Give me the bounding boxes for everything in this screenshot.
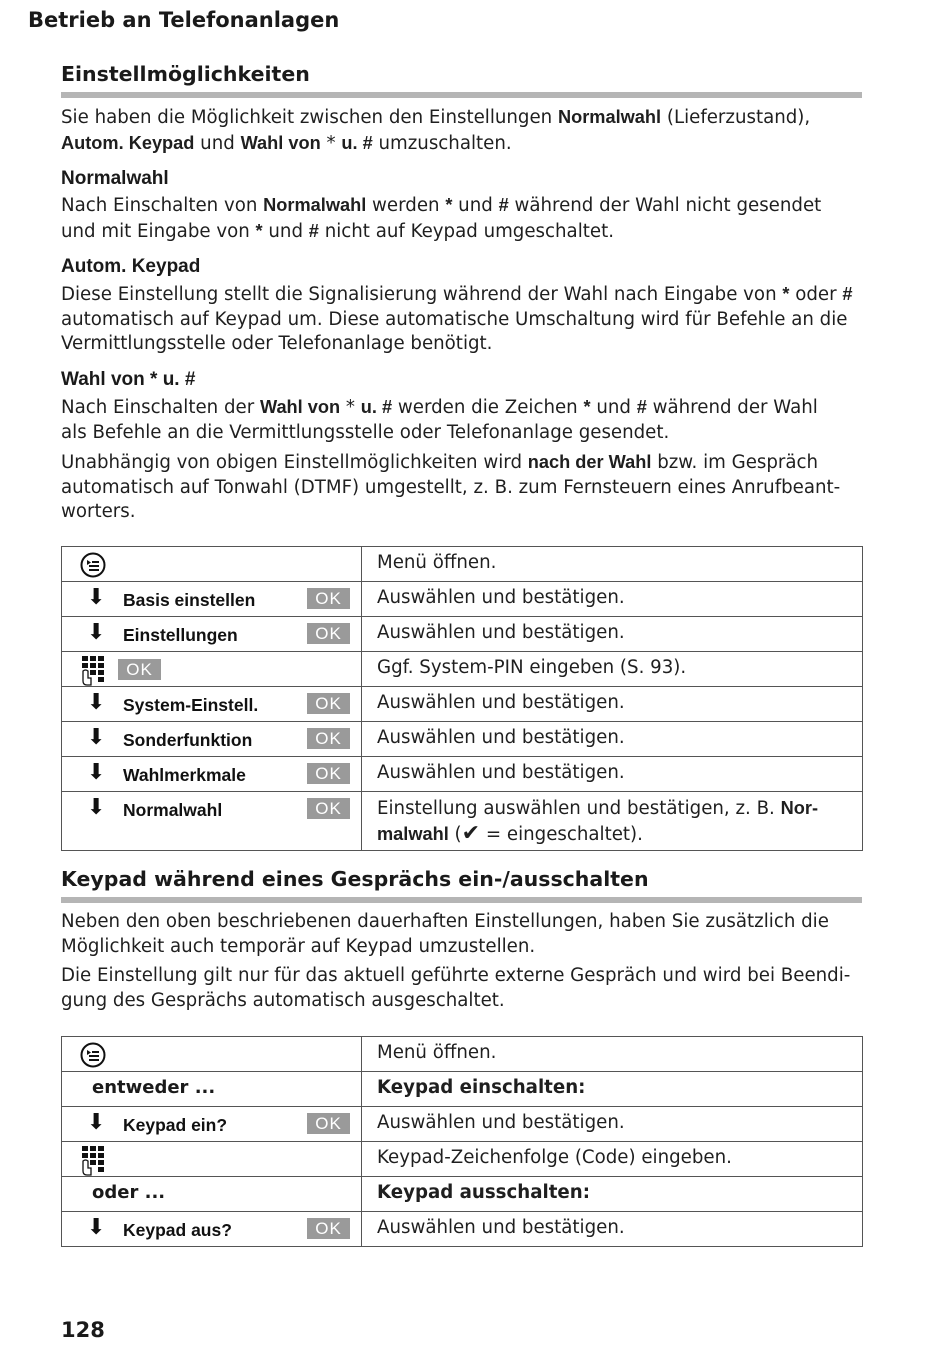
- step-description: Auswählen und bestätigen.: [362, 1212, 863, 1247]
- table-row: [62, 792, 863, 851]
- step-action-cell: [62, 1212, 362, 1247]
- ok-key: OK: [307, 798, 350, 819]
- ok-key: OK: [307, 763, 350, 784]
- menu-item-label: Basis einstellen: [123, 590, 256, 610]
- table-row: [62, 1177, 863, 1212]
- step-description: Ggf. System-PIN eingeben (S. 93).: [362, 652, 863, 687]
- menu-key-icon: [79, 1041, 107, 1069]
- ok-key: OK: [307, 728, 350, 749]
- table-row: [62, 687, 863, 722]
- steps-table-keypad: [61, 1036, 863, 1247]
- step-description: Auswählen und bestätigen.: [362, 582, 863, 617]
- subheading-autom-keypad: Autom. Keypad: [61, 256, 201, 277]
- table-row: [62, 652, 863, 687]
- table-row: [62, 1037, 863, 1072]
- ok-key: OK: [307, 1113, 350, 1134]
- down-arrow-icon: ⬇: [87, 1110, 106, 1135]
- menu-item-label: System-Einstell.: [123, 695, 259, 715]
- step-action-cell: [62, 582, 362, 617]
- table-row: [62, 1212, 863, 1247]
- normalwahl-paragraph: Nach Einschalten von Normalwahl werden * und # während der Wahl nicht gesendet und mit Eingabe von * und # nicht auf Keypad umgeschaltet.: [61, 195, 822, 242]
- section-title: Keypad während eines Gesprächs ein-/ausschalten: [61, 867, 649, 891]
- step-action-cell: [62, 652, 362, 687]
- step-description: Auswählen und bestätigen.: [362, 722, 863, 757]
- steps-table-settings: [61, 546, 863, 851]
- keypad-intro-paragraph: Neben den oben beschriebenen dauerhaften Einstellungen, haben Sie zusätzlich die Möglichkeit auch temporär auf Keypad umzustellen.: [61, 911, 829, 957]
- step-description: Auswählen und bestätigen.: [362, 617, 863, 652]
- table-row: [62, 722, 863, 757]
- down-arrow-icon: ⬇: [87, 760, 106, 785]
- step-description: Keypad ausschalten:: [362, 1177, 863, 1212]
- wahl-von-paragraph: Nach Einschalten der Wahl von * u. # werden die Zeichen * und # während der Wahl als Befehle an die Vermittlungsstelle oder Telefonanlage gesendet.: [61, 397, 818, 443]
- subheading-normalwahl: Normalwahl: [61, 168, 169, 189]
- option-or-label: oder ...: [92, 1182, 166, 1203]
- step-description: Auswählen und bestätigen.: [362, 687, 863, 722]
- autom-keypad-paragraph: Diese Einstellung stellt die Signalisierung während der Wahl nach Eingabe von * oder # automatisch auf Keypad um. Diese automatische Umschaltung wird für Befehle an die Vermittlungsstelle oder Telefonanlage benötigt.: [61, 284, 853, 355]
- menu-item-label: Normalwahl: [123, 800, 223, 820]
- step-description: Menü öffnen.: [362, 547, 863, 582]
- running-head: Betrieb an Telefonanlagen: [28, 8, 340, 32]
- ok-key: OK: [118, 659, 161, 680]
- subheading-wahl-von: Wahl von * u. #: [61, 369, 196, 390]
- section-title: Einstellmöglichkeiten: [61, 62, 310, 86]
- ok-key: OK: [307, 1218, 350, 1239]
- down-arrow-icon: ⬇: [87, 795, 106, 820]
- unabhaengig-paragraph: Unabhängig von obigen Einstellmöglichkeiten wird nach der Wahl bzw. im Gespräch automatisch auf Tonwahl (DTMF) umgestellt, z. B. zum Fernsteuern eines Anrufbeant- worters.: [61, 452, 841, 523]
- menu-item-label: Keypad aus?: [123, 1220, 232, 1240]
- step-action-cell: [62, 792, 362, 851]
- page-number: 128: [61, 1318, 105, 1342]
- step-description: Auswählen und bestätigen.: [362, 1107, 863, 1142]
- step-action-cell: [62, 1142, 362, 1177]
- table-row: [62, 547, 863, 582]
- step-icon-cell: [62, 547, 362, 582]
- table-row: [62, 1107, 863, 1142]
- step-option-cell: [62, 1072, 362, 1107]
- table-row: [62, 1142, 863, 1177]
- ok-key: OK: [307, 623, 350, 644]
- step-action-cell: [62, 722, 362, 757]
- section-rule: [61, 92, 862, 98]
- menu-item-label: Sonderfunktion: [123, 730, 253, 750]
- table-row: [62, 582, 863, 617]
- down-arrow-icon: ⬇: [87, 585, 106, 610]
- step-action-cell: [62, 757, 362, 792]
- step-description: Keypad-Zeichenfolge (Code) eingeben.: [362, 1142, 863, 1177]
- menu-key-icon: [79, 551, 107, 579]
- keypad-icon: [79, 654, 113, 686]
- step-description: Einstellung auswählen und bestätigen, z. B. Nor- malwahl (✔ = eingeschaltet).: [362, 792, 863, 851]
- step-description: Menü öffnen.: [362, 1037, 863, 1072]
- table-row: [62, 757, 863, 792]
- menu-item-label: Einstellungen: [123, 625, 238, 645]
- table-row: [62, 1072, 863, 1107]
- ok-key: OK: [307, 588, 350, 609]
- checkmark-icon: ✔: [461, 820, 481, 846]
- step-option-cell: [62, 1177, 362, 1212]
- keypad-note-paragraph: Die Einstellung gilt nur für das aktuell geführte externe Gespräch und wird bei Beendi- gung des Gesprächs automatisch ausgeschaltet.: [61, 965, 851, 1011]
- step-action-cell: [62, 1107, 362, 1142]
- down-arrow-icon: ⬇: [87, 725, 106, 750]
- keypad-icon: [79, 1144, 113, 1176]
- option-either-label: entweder ...: [92, 1077, 216, 1098]
- section-rule: [61, 897, 862, 903]
- ok-key: OK: [307, 693, 350, 714]
- step-description: Keypad einschalten:: [362, 1072, 863, 1107]
- step-action-cell: [62, 687, 362, 722]
- step-description: Auswählen und bestätigen.: [362, 757, 863, 792]
- step-icon-cell: [62, 1037, 362, 1072]
- menu-item-label: Keypad ein?: [123, 1115, 228, 1135]
- intro-paragraph: Sie haben die Möglichkeit zwischen den Einstellungen Normalwahl (Lieferzustand), Autom. Keypad und Wahl von * u. # umzuschalten.: [61, 107, 811, 154]
- down-arrow-icon: ⬇: [87, 690, 106, 715]
- down-arrow-icon: ⬇: [87, 620, 106, 645]
- table-row: [62, 617, 863, 652]
- menu-item-label: Wahlmerkmale: [123, 765, 246, 785]
- step-action-cell: [62, 617, 362, 652]
- down-arrow-icon: ⬇: [87, 1215, 106, 1240]
